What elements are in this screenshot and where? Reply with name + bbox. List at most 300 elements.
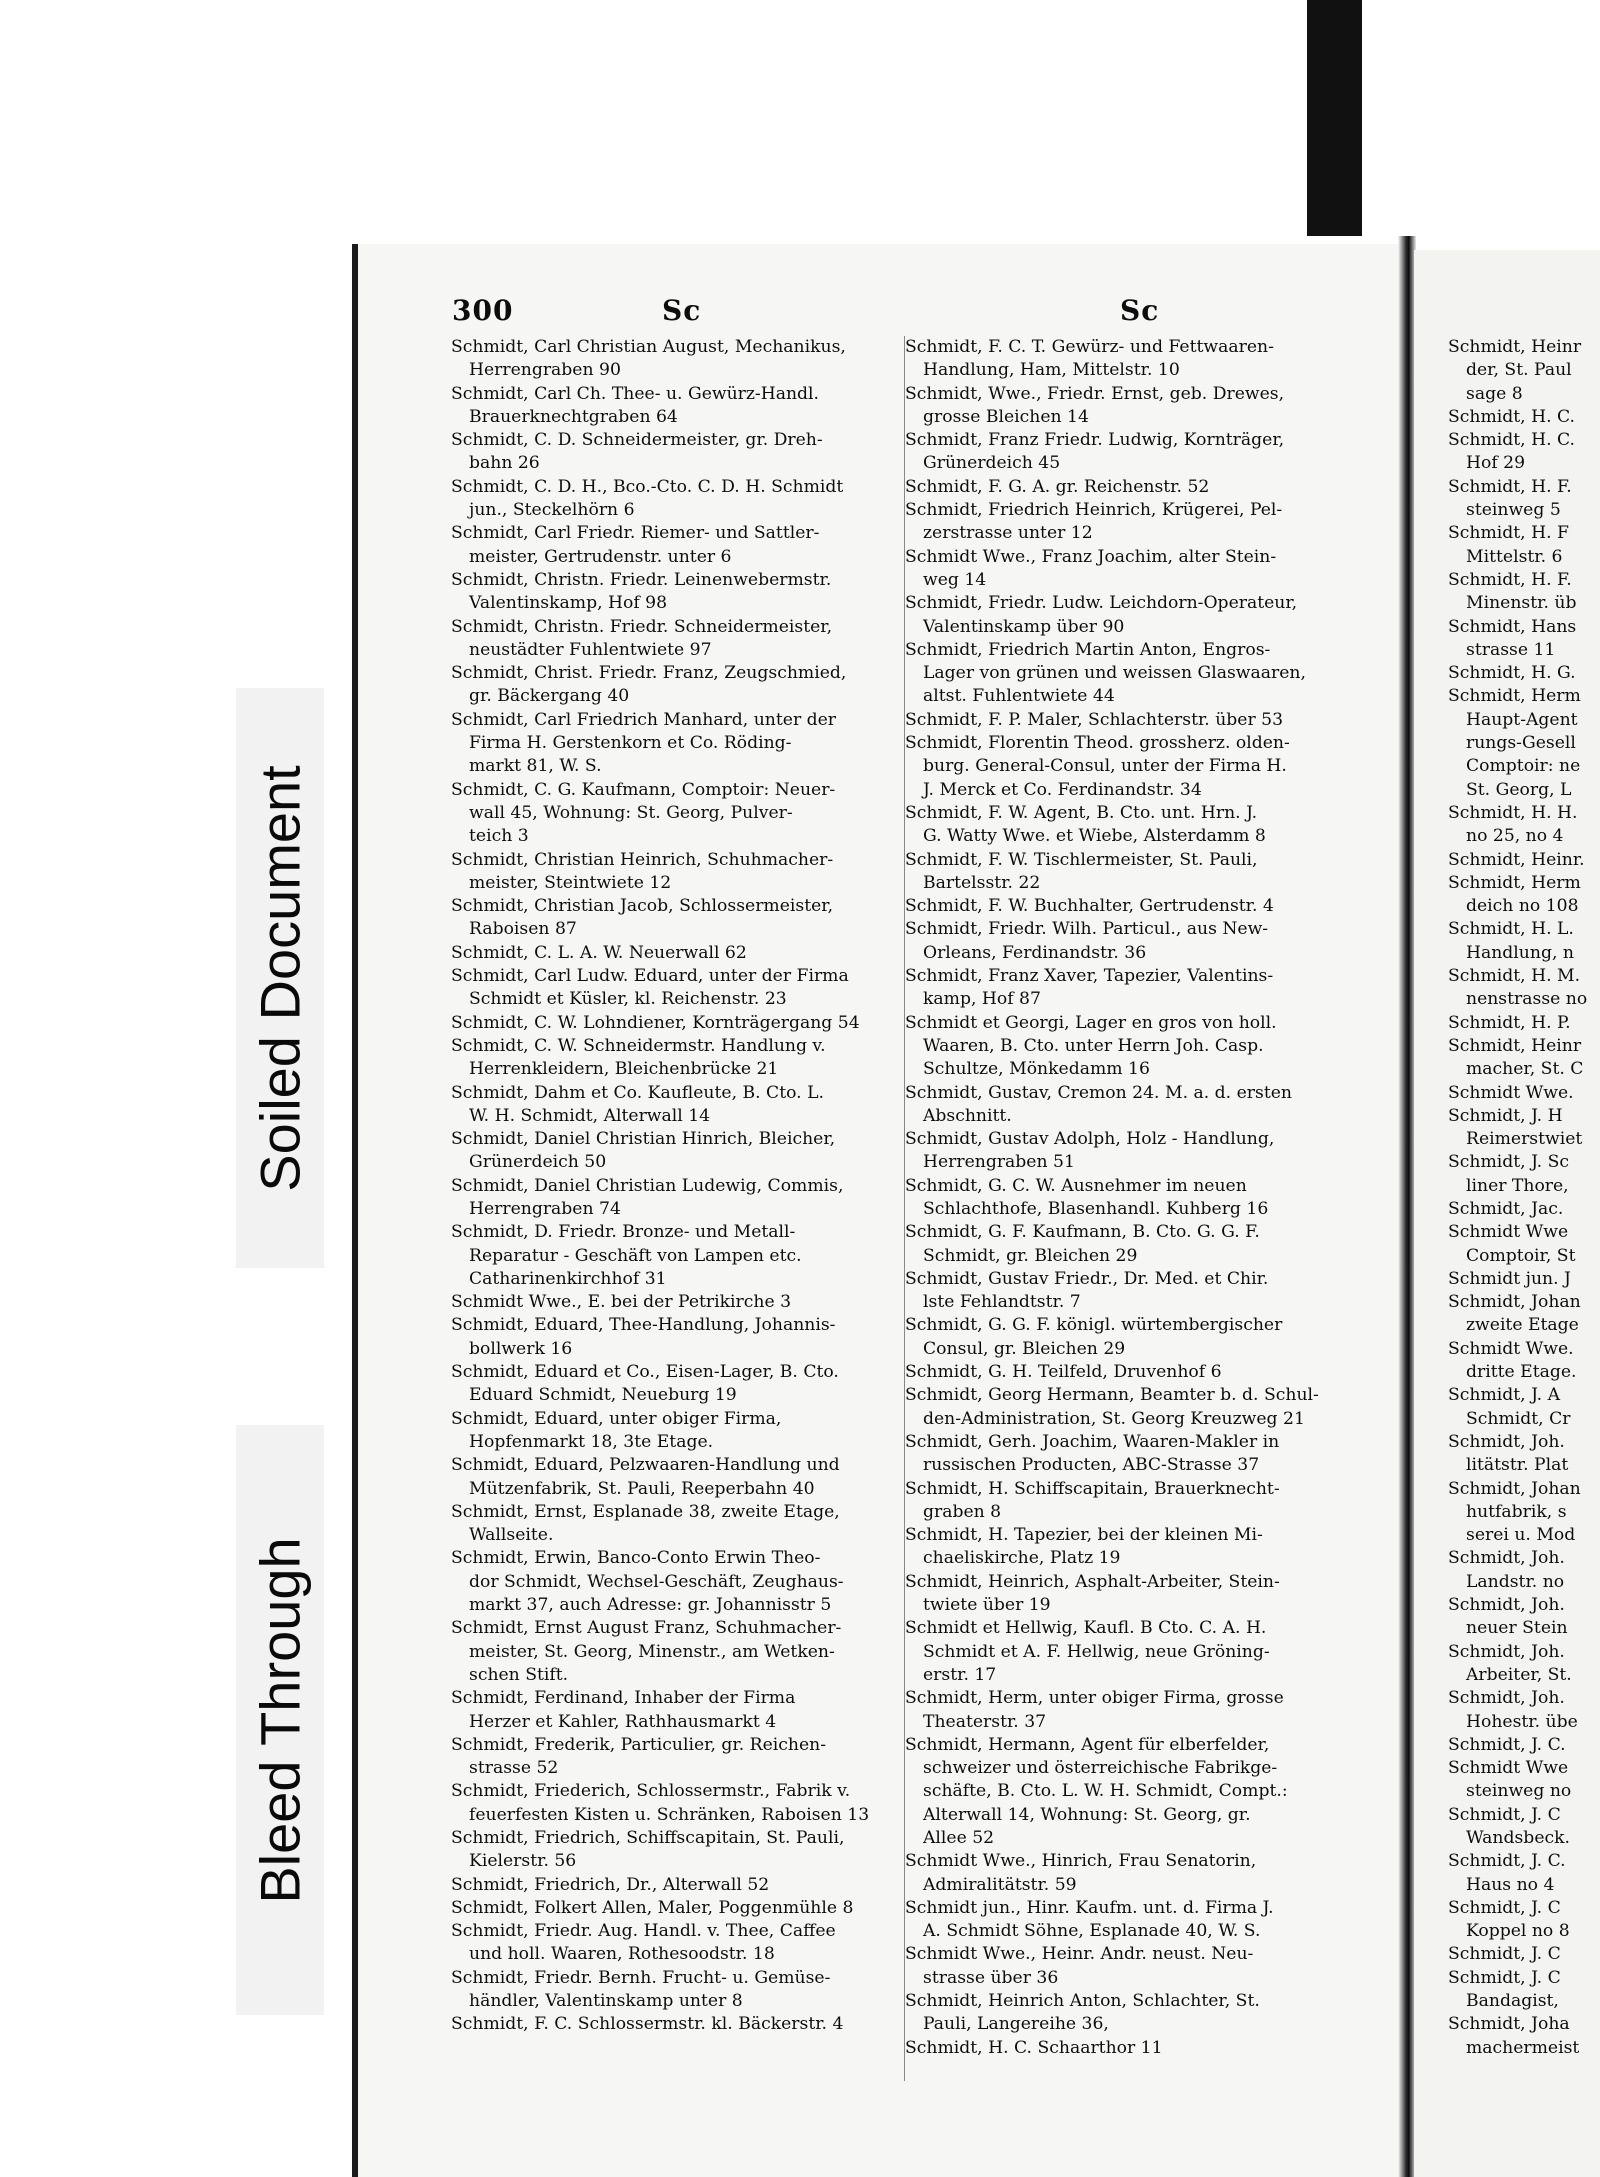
entry-continuation: Reimerstwiet bbox=[1466, 1129, 1583, 1150]
entry-continuation: Hof 29 bbox=[1466, 453, 1526, 474]
directory-entry bbox=[451, 1291, 913, 1314]
directory-entry bbox=[1448, 1105, 1600, 1152]
entry-line: Schmidt, G. C. W. Ausnehmer im neuen bbox=[905, 1175, 1247, 1196]
entry-line: Schmidt, Christian Jacob, Schlossermeister, bbox=[451, 896, 834, 917]
entry-line: Schmidt, Daniel Christian Ludewig, Commis, bbox=[451, 1175, 844, 1196]
entry-line: Schmidt, Carl Ludw. Eduard, unter der Firma bbox=[451, 966, 849, 987]
directory-entry bbox=[1448, 965, 1600, 1012]
entry-continuation: Allee 52 bbox=[923, 1828, 995, 1848]
directory-entry bbox=[905, 895, 1363, 918]
entry-line: Schmidt, Christ. Friedr. Franz, Zeugschmied, bbox=[451, 663, 847, 684]
entry-continuation: bahn 26 bbox=[469, 453, 540, 474]
entry-continuation: neustädter Fuhlentwiete 97 bbox=[469, 639, 712, 660]
entry-line: Schmidt, Eduard, Pelzwaaren-Handlung und bbox=[451, 1455, 840, 1476]
entry-line: Schmidt, Joh. bbox=[1448, 1595, 1565, 1616]
directory-entry bbox=[1448, 872, 1600, 919]
running-head-left: Sc bbox=[662, 294, 702, 327]
directory-entry bbox=[905, 1990, 1363, 2037]
entry-line: Schmidt, F. P. Maler, Schlachterstr. über 53 bbox=[905, 709, 1284, 730]
entry-line: Schmidt, Heinr. bbox=[1448, 849, 1585, 870]
entry-line: Schmidt, F. W. Buchhalter, Gertrudenstr. 4 bbox=[905, 896, 1274, 917]
entry-line: Schmidt, Eduard, unter obiger Firma, bbox=[451, 1408, 782, 1429]
entry-line: Schmidt, F. W. Tischlermeister, St. Pauli, bbox=[905, 849, 1258, 870]
bleed-through-tag bbox=[236, 1425, 324, 2015]
directory-column-right-page bbox=[1448, 336, 1600, 2060]
directory-entry bbox=[451, 569, 913, 616]
entry-continuation: händler, Valentinskamp unter 8 bbox=[469, 1991, 743, 2012]
entry-continuation: gr. Bäckergang 40 bbox=[469, 686, 630, 707]
entry-continuation: Herzer et Kahler, Rathhausmarkt 4 bbox=[469, 1711, 777, 1732]
soiled-document-label: Soiled Document bbox=[248, 764, 312, 1192]
directory-entry bbox=[905, 849, 1363, 896]
entry-line: Schmidt, Joha bbox=[1448, 2014, 1570, 2035]
entry-line: Schmidt, Friedrich, Schiffscapitain, St. Pauli, bbox=[451, 1828, 845, 1848]
entry-continuation: Theaterstr. 37 bbox=[923, 1711, 1047, 1732]
entry-continuation: W. H. Schmidt, Alterwall 14 bbox=[469, 1105, 711, 1126]
entry-line: Schmidt, Ernst, Esplanade 38, zweite Etage, bbox=[451, 1501, 840, 1522]
directory-entry bbox=[1448, 1594, 1600, 1641]
entry-continuation: Bandagist, bbox=[1466, 1991, 1559, 2012]
entry-line: Schmidt, Folkert Allen, Maler, Poggenmühle 8 bbox=[451, 1897, 854, 1918]
entry-continuation: und holl. Waaren, Rothesoodstr. 18 bbox=[469, 1944, 775, 1965]
directory-entry bbox=[1448, 1897, 1600, 1944]
directory-entry bbox=[1448, 1035, 1600, 1082]
entry-line: Schmidt, J. C. bbox=[1448, 1851, 1566, 1872]
directory-entry bbox=[1448, 1151, 1600, 1198]
entry-line: Schmidt, Carl Ch. Thee- u. Gewürz-Handl. bbox=[451, 383, 819, 404]
entry-continuation: schen Stift. bbox=[469, 1664, 569, 1685]
entry-line: Schmidt, Eduard et Co., Eisen-Lager, B. Cto. bbox=[451, 1362, 839, 1383]
entry-continuation: machermeist bbox=[1466, 2037, 1580, 2058]
entry-continuation: dritte Etage. bbox=[1466, 1362, 1577, 1383]
directory-entry bbox=[451, 1920, 913, 1967]
entry-continuation: Pauli, Langereihe 36, bbox=[923, 2014, 1109, 2035]
entry-continuation: Minenstr. üb bbox=[1466, 593, 1577, 614]
entry-continuation: Bartelsstr. 22 bbox=[923, 872, 1041, 893]
entry-line: Schmidt, Georg Hermann, Beamter b. d. Schul- bbox=[905, 1385, 1319, 1406]
entry-line: Schmidt, Friedrich Martin Anton, Engros- bbox=[905, 639, 1271, 660]
entry-continuation: altst. Fuhlentwiete 44 bbox=[923, 686, 1115, 707]
entry-continuation: Schmidt et Küsler, kl. Reichenstr. 23 bbox=[469, 989, 787, 1010]
directory-entry bbox=[451, 1827, 913, 1874]
directory-entry bbox=[1448, 1967, 1600, 2014]
entry-line: Schmidt, Hans bbox=[1448, 616, 1577, 637]
entry-line: Schmidt, F. W. Agent, B. Cto. unt. Hrn. J. bbox=[905, 802, 1258, 823]
entry-line: Schmidt, F. G. A. gr. Reichenstr. 52 bbox=[905, 476, 1210, 497]
entry-continuation: Herrengraben 74 bbox=[469, 1198, 621, 1219]
entry-continuation: Alterwall 14, Wohnung: St. Georg, gr. bbox=[923, 1804, 1251, 1825]
directory-entry bbox=[1448, 1431, 1600, 1478]
entry-continuation: der, St. Paul bbox=[1466, 360, 1572, 381]
entry-continuation: Grünerdeich 45 bbox=[923, 453, 1061, 474]
entry-continuation: strasse 11 bbox=[1466, 639, 1556, 660]
entry-line: Schmidt, Frederik, Particulier, gr. Reichen- bbox=[451, 1734, 827, 1755]
directory-entry bbox=[1448, 1012, 1600, 1035]
directory-entry bbox=[1448, 406, 1600, 429]
entry-line: Schmidt Wwe bbox=[1448, 1758, 1569, 1779]
directory-entry bbox=[1448, 1547, 1600, 1594]
entry-continuation: Haupt-Agent bbox=[1466, 709, 1578, 730]
entry-continuation: schäfte, B. Cto. L. W. H. Schmidt, Compt.: bbox=[923, 1781, 1288, 1802]
entry-continuation: Arbeiter, St. bbox=[1466, 1664, 1572, 1685]
directory-entry bbox=[451, 1687, 913, 1734]
entry-line: Schmidt, Friedr. Ludw. Leichdorn-Operateur, bbox=[905, 593, 1298, 614]
entry-continuation: Hohestr. übe bbox=[1466, 1711, 1578, 1732]
entry-line: Schmidt, Friederich, Schlossermstr., Fabrik v. bbox=[451, 1781, 851, 1802]
directory-entry bbox=[451, 1221, 913, 1291]
directory-entry bbox=[1448, 685, 1600, 801]
entry-line: Schmidt, H. F bbox=[1448, 523, 1569, 544]
entry-line: Schmidt Wwe., E. bei der Petrikirche 3 bbox=[451, 1292, 792, 1313]
entry-line: Schmidt, Christian Heinrich, Schuhmacher- bbox=[451, 849, 834, 870]
entry-continuation: A. Schmidt Söhne, Esplanade 40, W. S. bbox=[923, 1921, 1261, 1942]
entry-line: Schmidt, Joh. bbox=[1448, 1641, 1565, 1662]
directory-entry bbox=[451, 1454, 913, 1501]
entry-continuation: Schmidt et A. F. Hellwig, neue Gröning- bbox=[923, 1641, 1270, 1662]
directory-entry bbox=[1448, 918, 1600, 965]
directory-entry bbox=[905, 1850, 1363, 1897]
bleed-through-label: Bleed Through bbox=[248, 1536, 312, 1904]
directory-entry bbox=[1448, 336, 1600, 406]
entry-line: Schmidt, Erwin, Banco-Conto Erwin Theo- bbox=[451, 1548, 821, 1569]
entry-continuation: markt 37, auch Adresse: gr. Johannisstr 5 bbox=[469, 1595, 832, 1616]
directory-entry bbox=[905, 1897, 1363, 1944]
entry-continuation: Waaren, B. Cto. unter Herrn Joh. Casp. bbox=[923, 1035, 1264, 1056]
entry-line: Schmidt, C. W. Schneidermstr. Handlung v. bbox=[451, 1035, 826, 1056]
directory-column-left bbox=[451, 336, 913, 2037]
entry-line: Schmidt et Georgi, Lager en gros von holl. bbox=[905, 1012, 1277, 1033]
directory-entry bbox=[1448, 1641, 1600, 1688]
scan-edge-bar bbox=[1307, 0, 1362, 236]
entry-continuation: Mittelstr. 6 bbox=[1466, 546, 1563, 567]
entry-continuation: sage 8 bbox=[1466, 383, 1523, 404]
entry-continuation: meister, Steintwiete 12 bbox=[469, 872, 672, 893]
entry-continuation: Lager von grünen und weissen Glaswaaren, bbox=[923, 663, 1306, 684]
directory-entry bbox=[451, 429, 913, 476]
entry-line: Schmidt, Herm bbox=[1448, 872, 1581, 893]
directory-entry bbox=[1448, 616, 1600, 663]
entry-continuation: lste Fehlandtstr. 7 bbox=[923, 1292, 1081, 1313]
entry-line: Schmidt, Christn. Friedr. Leinenwebermstr. bbox=[451, 569, 832, 590]
entry-line: Schmidt, Hermann, Agent für elberfelder, bbox=[905, 1734, 1270, 1755]
directory-entry bbox=[451, 476, 913, 523]
entry-line: Schmidt, Joh. bbox=[1448, 1688, 1565, 1709]
entry-continuation: schweizer und österreichische Fabrikge- bbox=[923, 1758, 1278, 1779]
entry-continuation: deich no 108 bbox=[1466, 896, 1579, 917]
entry-continuation: Schultze, Mönkedamm 16 bbox=[923, 1059, 1150, 1080]
entry-continuation: no 25, no 4 bbox=[1466, 826, 1564, 847]
entry-continuation: Raboisen 87 bbox=[469, 919, 577, 940]
directory-entry bbox=[905, 1478, 1363, 1525]
entry-line: Schmidt, Friedr. Wilh. Particul., aus New- bbox=[905, 919, 1269, 940]
entry-line: Schmidt, J. C. bbox=[1448, 1734, 1566, 1755]
entry-line: Schmidt, Johan bbox=[1448, 1292, 1581, 1313]
entry-continuation: Comptoir: ne bbox=[1466, 756, 1581, 777]
entry-continuation: Landstr. no bbox=[1466, 1571, 1565, 1592]
entry-line: Schmidt, C. D. H., Bco.-Cto. C. D. H. Schmidt bbox=[451, 476, 844, 497]
entry-continuation: Herrengraben 90 bbox=[469, 360, 621, 381]
entry-line: Schmidt, Friedr. Aug. Handl. v. Thee, Caffee bbox=[451, 1921, 836, 1942]
directory-entry bbox=[1448, 1291, 1600, 1338]
directory-entry bbox=[905, 1128, 1363, 1175]
entry-continuation: Haus no 4 bbox=[1466, 1874, 1555, 1895]
entry-line: Schmidt, H. Tapezier, bei der kleinen Mi- bbox=[905, 1525, 1263, 1546]
directory-entry bbox=[905, 802, 1363, 849]
directory-entry bbox=[905, 1617, 1363, 1687]
entry-continuation: Hopfenmarkt 18, 3te Etage. bbox=[469, 1431, 714, 1452]
entry-continuation: Comptoir, St bbox=[1466, 1245, 1576, 1266]
entry-continuation: Catharinenkirchhof 31 bbox=[469, 1268, 667, 1289]
directory-entry bbox=[905, 1687, 1363, 1734]
entry-continuation: Schmidt, gr. Bleichen 29 bbox=[923, 1245, 1138, 1266]
entry-line: Schmidt, H. M. bbox=[1448, 966, 1581, 987]
directory-entry bbox=[905, 1221, 1363, 1268]
entry-continuation: Wallseite. bbox=[469, 1525, 554, 1546]
entry-line: Schmidt, Eduard, Thee-Handlung, Johannis- bbox=[451, 1315, 836, 1336]
entry-continuation: Grünerdeich 50 bbox=[469, 1152, 607, 1173]
entry-continuation: russischen Producten, ABC-Strasse 37 bbox=[923, 1455, 1260, 1476]
entry-line: Schmidt, Gustav Friedr., Dr. Med. et Chir. bbox=[905, 1268, 1269, 1289]
entry-continuation: Orleans, Ferdinandstr. 36 bbox=[923, 942, 1147, 963]
entry-line: Schmidt, Johan bbox=[1448, 1478, 1581, 1499]
directory-entry bbox=[905, 965, 1363, 1012]
directory-entry bbox=[451, 1897, 913, 1920]
directory-entry bbox=[905, 476, 1363, 499]
entry-continuation: steinweg no bbox=[1466, 1781, 1572, 1802]
entry-continuation: rungs-Gesell bbox=[1466, 733, 1576, 754]
entry-continuation: Reparatur - Geschäft von Lampen etc. bbox=[469, 1245, 802, 1266]
entry-line: Schmidt, Herm, unter obiger Firma, grosse bbox=[905, 1688, 1284, 1709]
directory-entry bbox=[1448, 1687, 1600, 1734]
directory-entry bbox=[905, 1943, 1363, 1990]
directory-entry bbox=[451, 709, 913, 779]
directory-entry bbox=[1448, 1082, 1600, 1105]
entry-line: Schmidt, Friedr. Bernh. Frucht- u. Gemüse- bbox=[451, 1967, 831, 1988]
directory-entry bbox=[1448, 1384, 1600, 1431]
directory-entry bbox=[1448, 2013, 1600, 2060]
entry-line: Schmidt, Heinrich Anton, Schlachter, St. bbox=[905, 1991, 1260, 2012]
entry-continuation: den-Administration, St. Georg Kreuzweg 21 bbox=[923, 1408, 1305, 1429]
entry-continuation: erstr. 17 bbox=[923, 1664, 997, 1685]
entry-line: Schmidt Wwe., Hinrich, Frau Senatorin, bbox=[905, 1851, 1257, 1872]
entry-line: Schmidt, Friedrich, Dr., Alterwall 52 bbox=[451, 1874, 770, 1895]
directory-entry bbox=[451, 2013, 913, 2036]
entry-line: Schmidt, Christn. Friedr. Schneidermeister, bbox=[451, 616, 833, 637]
directory-entry bbox=[905, 1268, 1363, 1315]
directory-entry bbox=[905, 1524, 1363, 1571]
directory-entry bbox=[451, 1547, 913, 1617]
entry-continuation: Brauerknechtgraben 64 bbox=[469, 406, 678, 427]
directory-column-middle bbox=[905, 336, 1363, 2060]
directory-entry bbox=[451, 1617, 913, 1687]
directory-entry bbox=[905, 709, 1363, 732]
directory-entry bbox=[451, 1012, 913, 1035]
entry-continuation: neuer Stein bbox=[1466, 1618, 1568, 1639]
directory-entry bbox=[905, 1012, 1363, 1082]
entry-continuation: J. Merck et Co. Ferdinandstr. 34 bbox=[923, 779, 1202, 800]
entry-continuation: chaeliskirche, Platz 19 bbox=[923, 1548, 1121, 1569]
entry-line: Schmidt, J. H bbox=[1448, 1105, 1563, 1126]
entry-continuation: markt 81, W. S. bbox=[469, 756, 602, 777]
entry-continuation: Herrengraben 51 bbox=[923, 1152, 1075, 1173]
soiled-document-tag bbox=[236, 688, 324, 1268]
entry-continuation: Herrenkleidern, Bleichenbrücke 21 bbox=[469, 1059, 779, 1080]
entry-line: Schmidt, Ernst August Franz, Schuhmacher- bbox=[451, 1618, 842, 1639]
entry-continuation: Kielerstr. 56 bbox=[469, 1851, 577, 1872]
entry-line: Schmidt, H. C. bbox=[1448, 430, 1576, 451]
entry-line: Schmidt, Heinr bbox=[1448, 337, 1582, 357]
entry-line: Schmidt, C. G. Kaufmann, Comptoir: Neuer- bbox=[451, 779, 836, 800]
entry-continuation: hutfabrik, s bbox=[1466, 1501, 1567, 1522]
directory-entry bbox=[1448, 1804, 1600, 1851]
directory-entry bbox=[451, 522, 913, 569]
directory-entry bbox=[905, 499, 1363, 546]
directory-entry bbox=[905, 918, 1363, 965]
entry-line: Schmidt, J. Sc bbox=[1448, 1152, 1569, 1173]
directory-entry bbox=[451, 1082, 913, 1129]
entry-line: Schmidt, Joh. bbox=[1448, 1431, 1565, 1452]
directory-entry bbox=[1448, 1338, 1600, 1385]
entry-line: Schmidt, H. C. bbox=[1448, 406, 1576, 427]
directory-entry bbox=[1448, 1268, 1600, 1291]
entry-line: Schmidt, J. C bbox=[1448, 1804, 1561, 1825]
entry-line: Schmidt, Franz Friedr. Ludwig, Kornträger, bbox=[905, 430, 1285, 451]
entry-continuation: Mützenfabrik, St. Pauli, Reeperbahn 40 bbox=[469, 1478, 815, 1499]
entry-continuation: Schlachthofe, Blasenhandl. Kuhberg 16 bbox=[923, 1198, 1269, 1219]
entry-continuation: feuerfesten Kisten u. Schränken, Raboisen 13 bbox=[469, 1804, 870, 1825]
directory-entry bbox=[905, 383, 1363, 430]
entry-line: Schmidt, C. L. A. W. Neuerwall 62 bbox=[451, 942, 747, 963]
entry-line: Schmidt, H. L. bbox=[1448, 919, 1574, 940]
entry-line: Schmidt, Friedrich Heinrich, Krügerei, Pel- bbox=[905, 500, 1283, 521]
directory-entry bbox=[451, 1361, 913, 1408]
entry-line: Schmidt, J. C bbox=[1448, 1897, 1561, 1918]
entry-line: Schmidt, H. G. bbox=[1448, 663, 1576, 684]
directory-entry bbox=[905, 336, 1363, 383]
entry-line: Schmidt, Gerh. Joachim, Waaren-Makler in bbox=[905, 1431, 1280, 1452]
directory-entry bbox=[1448, 1221, 1600, 1268]
entry-continuation: kamp, Hof 87 bbox=[923, 989, 1041, 1010]
entry-continuation: zerstrasse unter 12 bbox=[923, 523, 1093, 544]
entry-continuation: Admiralitätstr. 59 bbox=[923, 1874, 1077, 1895]
entry-line: Schmidt, Carl Christian August, Mechanikus, bbox=[451, 337, 846, 357]
entry-line: Schmidt, H. C. Schaarthor 11 bbox=[905, 2037, 1163, 2058]
directory-entry bbox=[451, 965, 913, 1012]
entry-line: Schmidt Wwe. bbox=[1448, 1082, 1574, 1103]
entry-continuation: serei u. Mod bbox=[1466, 1525, 1576, 1546]
directory-entry bbox=[905, 639, 1363, 709]
entry-line: Schmidt, Dahm et Co. Kaufleute, B. Cto. L. bbox=[451, 1082, 824, 1103]
directory-entry bbox=[905, 429, 1363, 476]
entry-line: Schmidt jun., Hinr. Kaufm. unt. d. Firma J. bbox=[905, 1897, 1274, 1918]
entry-continuation: Firma H. Gerstenkorn et Co. Röding- bbox=[469, 733, 792, 754]
entry-continuation: Handlung, n bbox=[1466, 942, 1574, 963]
entry-continuation: St. Georg, L bbox=[1466, 779, 1572, 800]
entry-line: Schmidt, Joh. bbox=[1448, 1548, 1565, 1569]
entry-continuation: Schmidt, Cr bbox=[1466, 1408, 1571, 1429]
directory-entry bbox=[905, 592, 1363, 639]
entry-continuation: Abschnitt. bbox=[923, 1105, 1012, 1126]
entry-line: Schmidt Wwe bbox=[1448, 1222, 1569, 1243]
entry-continuation: weg 14 bbox=[923, 569, 987, 590]
entry-continuation: steinweg 5 bbox=[1466, 500, 1561, 521]
entry-line: Schmidt, H. P. bbox=[1448, 1012, 1571, 1033]
directory-entry bbox=[1448, 802, 1600, 849]
entry-line: Schmidt, Gustav, Cremon 24. M. a. d. ersten bbox=[905, 1082, 1292, 1103]
directory-entry bbox=[905, 1571, 1363, 1618]
directory-entry bbox=[1448, 1198, 1600, 1221]
entry-continuation: nenstrasse no bbox=[1466, 989, 1588, 1010]
page-number: 300 bbox=[452, 294, 514, 327]
entry-continuation: zweite Etage bbox=[1466, 1315, 1579, 1336]
entry-line: Schmidt, Wwe., Friedr. Ernst, geb. Drewes, bbox=[905, 383, 1285, 404]
entry-continuation: burg. General-Consul, unter der Firma H. bbox=[923, 756, 1287, 777]
entry-line: Schmidt, H. H. bbox=[1448, 802, 1578, 823]
entry-line: Schmidt, Franz Xaver, Tapezier, Valentins- bbox=[905, 966, 1274, 987]
directory-entry bbox=[905, 546, 1363, 593]
directory-entry bbox=[1448, 569, 1600, 616]
entry-continuation: Koppel no 8 bbox=[1466, 1921, 1570, 1942]
entry-line: Schmidt Wwe., Franz Joachim, alter Stein- bbox=[905, 546, 1277, 567]
entry-line: Schmidt, Heinr bbox=[1448, 1035, 1582, 1056]
entry-continuation: jun., Steckelhörn 6 bbox=[469, 500, 635, 521]
entry-line: Schmidt, Florentin Theod. grossherz. olden- bbox=[905, 733, 1290, 754]
entry-continuation: meister, St. Georg, Minenstr., am Wetken- bbox=[469, 1641, 835, 1662]
directory-entry bbox=[1448, 429, 1600, 476]
directory-entry bbox=[451, 1314, 913, 1361]
directory-entry bbox=[905, 732, 1363, 802]
directory-entry bbox=[905, 1734, 1363, 1850]
entry-continuation: G. Watty Wwe. et Wiebe, Alsterdamm 8 bbox=[923, 826, 1266, 847]
entry-line: Schmidt, Heinrich, Asphalt-Arbeiter, Stein- bbox=[905, 1571, 1280, 1592]
directory-entry bbox=[451, 1501, 913, 1548]
entry-continuation: Consul, gr. Bleichen 29 bbox=[923, 1338, 1126, 1359]
entry-line: Schmidt, G. G. F. königl. würtembergischer bbox=[905, 1315, 1283, 1336]
entry-line: Schmidt, J. C bbox=[1448, 1967, 1561, 1988]
entry-line: Schmidt, F. C. T. Gewürz- und Fettwaaren- bbox=[905, 337, 1274, 357]
entry-line: Schmidt, Daniel Christian Hinrich, Bleicher, bbox=[451, 1129, 836, 1150]
entry-line: Schmidt, C. D. Schneidermeister, gr. Dreh- bbox=[451, 430, 823, 451]
entry-line: Schmidt, H. F. bbox=[1448, 476, 1572, 497]
entry-line: Schmidt, Ferdinand, Inhaber der Firma bbox=[451, 1688, 796, 1709]
entry-continuation: macher, St. C bbox=[1466, 1059, 1584, 1080]
directory-entry bbox=[1448, 662, 1600, 685]
directory-entry bbox=[451, 616, 913, 663]
entry-line: Schmidt, Gustav Adolph, Holz - Handlung, bbox=[905, 1129, 1275, 1150]
directory-entry bbox=[451, 849, 913, 896]
entry-line: Schmidt, Carl Friedr. Riemer- und Sattler- bbox=[451, 523, 820, 544]
entry-continuation: Valentinskamp über 90 bbox=[923, 616, 1125, 637]
directory-entry bbox=[905, 2037, 1363, 2060]
entry-line: Schmidt, H. Schiffscapitain, Brauerknecht- bbox=[905, 1478, 1280, 1499]
directory-entry bbox=[905, 1431, 1363, 1478]
directory-entry bbox=[451, 1175, 913, 1222]
entry-continuation: liner Thore, bbox=[1466, 1175, 1569, 1196]
entry-line: Schmidt, D. Friedr. Bronze- und Metall- bbox=[451, 1222, 796, 1243]
directory-entry bbox=[905, 1384, 1363, 1431]
directory-entry bbox=[1448, 522, 1600, 569]
directory-entry bbox=[451, 336, 913, 383]
entry-continuation: meister, Gertrudenstr. unter 6 bbox=[469, 546, 732, 567]
directory-entry bbox=[1448, 1734, 1600, 1757]
directory-entry bbox=[1448, 1478, 1600, 1548]
entry-continuation: litätstr. Plat bbox=[1466, 1455, 1569, 1476]
entry-continuation: dor Schmidt, Wechsel-Geschäft, Zeughaus- bbox=[469, 1571, 844, 1592]
entry-continuation: strasse über 36 bbox=[923, 1967, 1059, 1988]
directory-entry bbox=[1448, 1850, 1600, 1897]
entry-line: Schmidt, F. C. Schlossermstr. kl. Bäckerstr. 4 bbox=[451, 2014, 844, 2035]
directory-entry bbox=[905, 1361, 1363, 1384]
